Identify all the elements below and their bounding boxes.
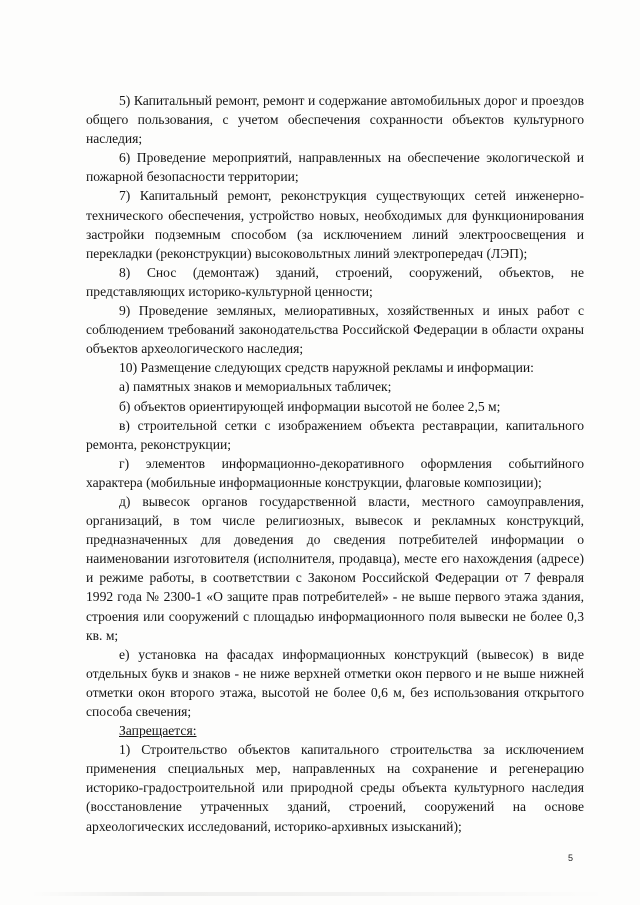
paragraph-10a: а) памятных знаков и мемориальных табличек; [119,379,392,395]
document-body [86,91,584,836]
paragraph-10d: д) вывесок органов государственной власти, местного самоуправления, организаций, в том числе религиозных, вывесок и рекламных конструкций, предназначенных для доведения до сведения потребителей информации о наименовании изготовителя (исполнителя, продавца), месте его нахождения (адресе) и режиме работы, в соответствии с Законом Российской Федерации от 7 февраля 1992 года № 2300-1 «О защите прав потребителей» - не выше первого этажа здания, строения или сооружений с площадью информационного поля вывески не более 0,3 кв. м; [86,493,584,643]
page-number: 5 [568,853,574,863]
paragraph-7: 7) Капитальный ремонт, реконструкция существующих сетей инженерно-технического обеспечения, устройство новых, необходимых для функционирования застройки подземным способом (за исключением линий электроосвещения и перекладки (реконструкции) высоковольтных линий электропередач (ЛЭП); [86,188,584,261]
paragraph-10b: б) объектов ориентирующей информации высотой не более 2,5 м; [119,398,501,414]
prohibited-item-1: 1) Строительство объектов капитального строительства за исключением применения специальных мер, направленных на сохранение и регенерацию историко-градостроительной или природной среды объекта культурного наследия (восстановление утраченных зданий, строений, сооружений на основе археологических исследований, историко-архивных изысканий); [86,742,584,834]
scan-edge-shadow [30,892,610,896]
section-heading [86,721,584,740]
paragraph-10: 10) Размещение следующих средств наружной рекламы и информации: [119,360,534,376]
heading-text: Запрещается: [119,723,197,739]
paragraph-9: 9) Проведение земляных, мелиоративных, хозяйственных и иных работ с соблюдением требований законодательства Российской Федерации в области охраны объектов археологического наследия; [86,303,584,357]
paragraph-10e: е) установка на фасадах информационных конструкций (вывесок) в виде отдельных букв и знаков - не ниже верхней отметки окон первого и не выше нижней отметки окон второго этажа, высотой не более 0,6 м, без использования открытого способа свечения; [86,646,584,719]
paragraph-10g: г) элементов информационно-декоративного оформления событийного характера (мобильные информационные конструкции, флаговые композиции); [86,455,584,490]
paragraph-8: 8) Снос (демонтаж) зданий, строений, сооружений, объектов, не представляющих историко-культурной ценности; [86,264,584,299]
paragraph-6: 6) Проведение мероприятий, направленных на обеспечение экологической и пожарной безопасности территории; [86,150,584,185]
paragraph-5: 5) Капитальный ремонт, ремонт и содержание автомобильных дорог и проездов общего пользования, с учетом обеспечения сохранности объектов культурного наследия; [86,93,584,147]
paragraph-10v: в) строительной сетки с изображением объекта реставрации, капитального ремонта, реконструкции; [86,417,584,452]
